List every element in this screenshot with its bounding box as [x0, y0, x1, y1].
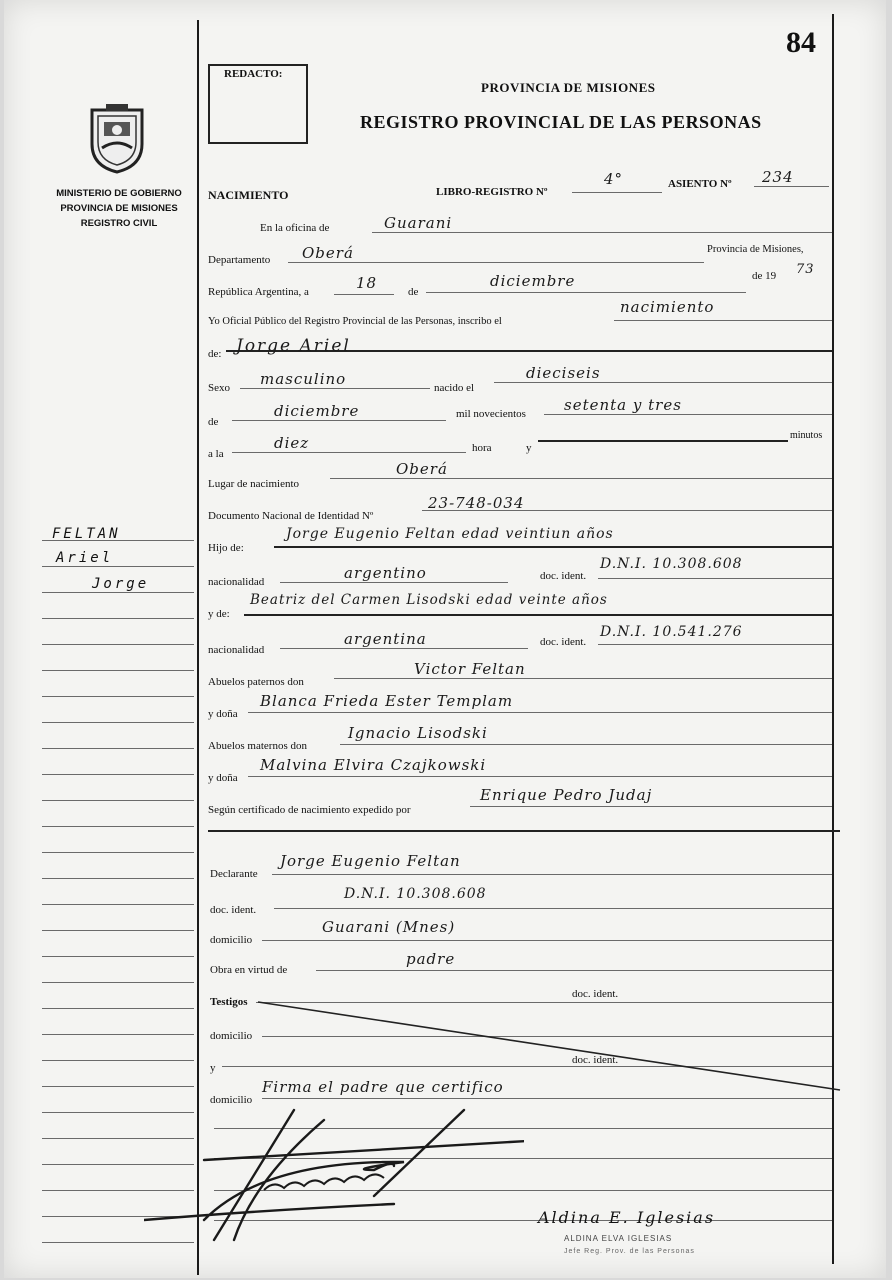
abuelo-materno-value: Ignacio Lisodski [348, 724, 488, 742]
oficial-value: nacimiento [620, 298, 715, 316]
abuelos-maternos-label: Abuelos maternos don [208, 740, 307, 752]
domicilio-label: domicilio [210, 934, 253, 946]
ministry-line-1: MINISTERIO DE GOBIERNO [56, 188, 182, 199]
declarante-doc-label: doc. ident. [210, 904, 257, 916]
hijo-label: Hijo de: [208, 542, 244, 554]
abuela-paterna-value: Blanca Frieda Ester Templam [260, 692, 514, 710]
declarante-doc-value: D.N.I. 10.308.608 [344, 886, 487, 902]
declarante-label: Declarante [210, 868, 258, 880]
mother-label: y de: [208, 608, 230, 620]
provincia-label: Provincia de Misiones, [707, 244, 804, 255]
official-title-stamp: Jefe Reg. Prov. de las Personas [564, 1248, 695, 1255]
hora-value: diez [274, 434, 310, 452]
oficina-label: En la oficina de [260, 222, 330, 234]
margin-note-second-name: Jorge [92, 576, 150, 592]
mil-label: mil novecientos [456, 408, 526, 420]
testigo1-doc-label: doc. ident. [572, 988, 619, 1000]
mother-doc-value: D.N.I. 10.541.276 [600, 624, 743, 640]
certificado-value: Enrique Pedro Judaj [480, 786, 653, 804]
lugar-value: Oberá [396, 460, 448, 478]
mother-nac-label: nacionalidad [208, 644, 265, 656]
oficina-value: Guarani [384, 214, 453, 232]
lugar-label: Lugar de nacimiento [208, 478, 300, 490]
redacto-box [208, 64, 308, 144]
father-nac-label: nacionalidad [208, 576, 265, 588]
month-value: diciembre [490, 272, 576, 290]
testigos-label: Testigos [210, 996, 248, 1008]
ministry-line-3: REGISTRO CIVIL [80, 218, 158, 229]
oficial-label: Yo Oficial Público del Registro Provincial de las Personas, inscribo el [208, 316, 502, 327]
sexo-label: Sexo [208, 382, 230, 394]
official-name-stamp: ALDINA ELVA IGLESIAS [564, 1234, 673, 1243]
firma-note: Firma el padre que certifico [262, 1078, 504, 1096]
page-number: 84 [786, 26, 816, 59]
asiento-value: 234 [762, 168, 794, 186]
y-label: y [526, 442, 532, 454]
province-title: PROVINCIA DE MISIONES [481, 80, 656, 95]
mil-value: setenta y tres [564, 396, 682, 414]
a-la-label: a la [208, 448, 224, 460]
dni-value: 23-748-034 [428, 494, 525, 512]
registry-title: REGISTRO PROVINCIAL DE LAS PERSONAS [360, 112, 762, 132]
official-signature: Aldina E. Iglesias [538, 1208, 716, 1227]
de2-label: de [208, 416, 219, 428]
mother-value: Beatriz del Carmen Lisodski edad veinte años [250, 592, 608, 608]
redacto-label: REDACTO: [224, 68, 283, 80]
abuelo-paterno-value: Victor Feltan [414, 660, 526, 678]
father-doc-label: doc. ident. [540, 570, 587, 582]
abuela-materna-value: Malvina Elvira Czajkowski [260, 756, 487, 774]
de-person-label: de: [208, 348, 222, 360]
abuela-paterna-label: y doña [208, 708, 238, 720]
departamento-value: Oberá [302, 244, 354, 262]
nacido-label: nacido el [434, 382, 475, 394]
testigo1-domicilio-label: domicilio [210, 1030, 253, 1042]
testigo2-domicilio-label: domicilio [210, 1094, 253, 1106]
libro-value: 4° [604, 170, 624, 188]
margin-note-surname: FELTAN [52, 526, 121, 542]
month2-value: diciembre [274, 402, 360, 420]
departamento-label: Departamento [208, 254, 271, 266]
dni-label: Documento Nacional de Identidad Nº [208, 510, 374, 522]
province-seal-icon [84, 104, 150, 174]
de-label: de [408, 286, 419, 298]
left-margin-rule [197, 20, 199, 1275]
day-value: 18 [356, 274, 378, 292]
sexo-value: masculino [260, 370, 347, 388]
declarante-value: Jorge Eugenio Feltan [280, 852, 461, 870]
obra-label: Obra en virtud de [210, 964, 288, 976]
obra-value: padre [406, 950, 456, 968]
mother-nac-value: argentina [344, 630, 427, 648]
record-sheet [4, 0, 886, 1278]
margin-note-first-name: Ariel [56, 550, 114, 566]
libro-label: LIBRO-REGISTRO Nº [436, 186, 548, 198]
testigo2-y-label: y [210, 1062, 216, 1074]
year-label: de 19 [752, 270, 777, 282]
republica-label: República Argentina, a [208, 286, 309, 298]
testigo2-doc-label: doc. ident. [572, 1054, 619, 1066]
declarant-signature-icon [144, 1100, 524, 1250]
mother-doc-label: doc. ident. [540, 636, 587, 648]
abuela-materna-label: y doña [208, 772, 238, 784]
nacido-value: dieciseis [526, 364, 601, 382]
minutos-label: minutos [790, 430, 823, 441]
abuelos-paternos-label: Abuelos paternos don [208, 676, 304, 688]
domicilio-value: Guarani (Mnes) [322, 918, 456, 936]
father-doc-value: D.N.I. 10.308.608 [600, 556, 743, 572]
year-value: 73 [796, 262, 815, 277]
asiento-label: ASIENTO Nº [668, 178, 732, 190]
hora-label: hora [472, 442, 492, 454]
ministry-line-2: PROVINCIA DE MISIONES [60, 203, 178, 214]
ministry-heading [44, 186, 194, 231]
father-nac-value: argentino [344, 564, 427, 582]
name-value: Jorge Ariel [236, 336, 351, 356]
father-value: Jorge Eugenio Feltan edad veintiun años [286, 526, 614, 542]
certificado-label: Según certificado de nacimiento expedido por [208, 804, 411, 816]
cancel-stroke [254, 996, 844, 1096]
nacimiento-label: NACIMIENTO [208, 188, 289, 202]
